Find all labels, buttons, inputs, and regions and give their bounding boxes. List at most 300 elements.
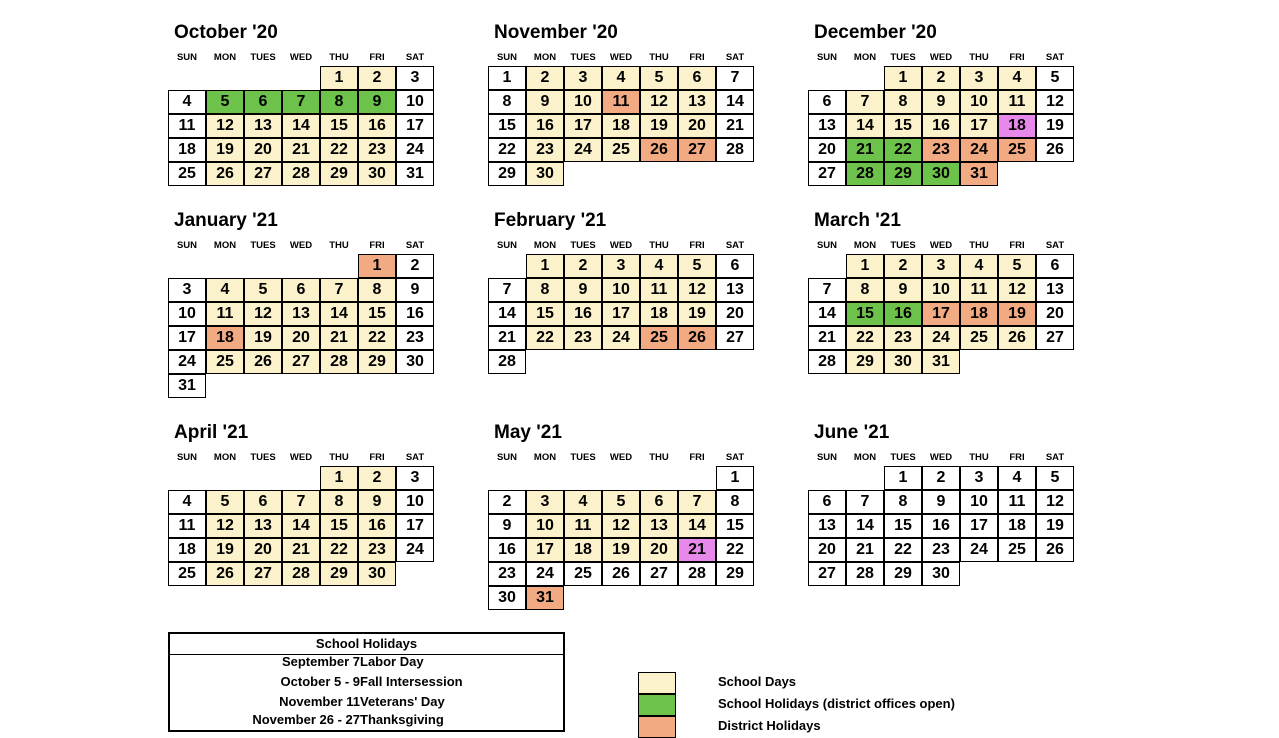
day-cell: 27	[808, 162, 846, 186]
day-cell: 17	[526, 538, 564, 562]
day-cell: 21	[320, 326, 358, 350]
day-cell: 21	[716, 114, 754, 138]
day-cell: 9	[564, 278, 602, 302]
day-cell: 31	[922, 350, 960, 374]
day-cell: 14	[808, 302, 846, 326]
weekday-label: WED	[609, 240, 633, 251]
day-cell: 5	[206, 90, 244, 114]
day-cell: 22	[846, 326, 884, 350]
day-cell: 5	[640, 66, 678, 90]
weekday-label: THU	[649, 452, 669, 463]
day-cell: 10	[960, 90, 998, 114]
day-cell: 4	[998, 466, 1036, 490]
day-cell: 27	[1036, 326, 1074, 350]
day-cell: 8	[526, 278, 564, 302]
day-cell: 20	[1036, 302, 1074, 326]
day-cell: 30	[526, 162, 564, 186]
day-cell: 17	[564, 114, 602, 138]
day-cell: 30	[922, 562, 960, 586]
day-cell: 16	[488, 538, 526, 562]
day-cell: 8	[320, 90, 358, 114]
day-cell: 9	[358, 490, 396, 514]
day-cell: 21	[846, 138, 884, 162]
day-cell: 14	[846, 514, 884, 538]
day-cell: 15	[884, 514, 922, 538]
day-cell: 21	[488, 326, 526, 350]
day-cell: 15	[358, 302, 396, 326]
day-cell: 25	[564, 562, 602, 586]
day-cell: 23	[526, 138, 564, 162]
day-cell: 26	[998, 326, 1036, 350]
weekday-label: SUN	[176, 452, 198, 463]
day-cell: 11	[998, 90, 1036, 114]
day-cell: 22	[358, 326, 396, 350]
day-cell: 10	[526, 514, 564, 538]
day-cell: 13	[1036, 278, 1074, 302]
day-cell: 16	[358, 114, 396, 138]
weekday-label: SAT	[725, 240, 745, 251]
day-cell: 2	[358, 466, 396, 490]
school-holidays-swatch	[638, 694, 676, 716]
day-cell: 12	[1036, 490, 1074, 514]
day-cell: 18	[998, 514, 1036, 538]
day-cell: 10	[922, 278, 960, 302]
day-cell: 27	[640, 562, 678, 586]
day-cell: 28	[846, 162, 884, 186]
weekday-label: THU	[329, 52, 349, 63]
day-cell: 10	[396, 90, 434, 114]
weekday-label: SUN	[496, 452, 518, 463]
weekday-label: THU	[649, 52, 669, 63]
weekday-label: SUN	[496, 240, 518, 251]
day-cell: 12	[640, 90, 678, 114]
day-cell: 6	[808, 90, 846, 114]
day-cell: 11	[168, 514, 206, 538]
day-cell: 17	[396, 114, 434, 138]
day-cell: 3	[602, 254, 640, 278]
day-cell: 3	[922, 254, 960, 278]
day-cell: 22	[488, 138, 526, 162]
day-cell: 17	[922, 302, 960, 326]
day-cell: 27	[244, 562, 282, 586]
day-cell: 5	[678, 254, 716, 278]
day-cell: 30	[884, 350, 922, 374]
day-cell: 8	[716, 490, 754, 514]
day-cell: 23	[396, 326, 434, 350]
month-title: March '21	[814, 210, 901, 231]
day-cell: 7	[678, 490, 716, 514]
weekday-label: SUN	[816, 240, 838, 251]
weekday-label: FRI	[1009, 452, 1025, 463]
day-cell: 23	[564, 326, 602, 350]
day-cell: 1	[884, 466, 922, 490]
day-cell: 29	[320, 562, 358, 586]
day-cell: 17	[168, 326, 206, 350]
day-cell: 28	[488, 350, 526, 374]
weekday-label: SAT	[1045, 52, 1065, 63]
day-cell: 15	[320, 114, 358, 138]
day-cell: 19	[206, 138, 244, 162]
holiday-row	[170, 674, 563, 694]
day-cell: 4	[998, 66, 1036, 90]
day-cell: 29	[846, 350, 884, 374]
day-cell: 16	[358, 514, 396, 538]
day-cell: 21	[282, 138, 320, 162]
day-cell: 6	[678, 66, 716, 90]
day-cell: 2	[488, 490, 526, 514]
day-cell: 8	[320, 490, 358, 514]
holiday-row	[170, 712, 563, 732]
weekday-label: TUES	[890, 52, 916, 63]
day-cell: 18	[960, 302, 998, 326]
weekday-label: THU	[969, 240, 989, 251]
day-cell: 29	[358, 350, 396, 374]
day-cell: 26	[206, 162, 244, 186]
day-cell: 13	[640, 514, 678, 538]
day-cell: 13	[244, 114, 282, 138]
day-cell: 9	[396, 278, 434, 302]
day-cell: 20	[716, 302, 754, 326]
day-cell: 23	[358, 538, 396, 562]
day-cell: 22	[526, 326, 564, 350]
day-cell: 19	[602, 538, 640, 562]
day-cell: 13	[282, 302, 320, 326]
day-cell: 16	[526, 114, 564, 138]
day-cell: 31	[526, 586, 564, 610]
day-cell: 26	[1036, 138, 1074, 162]
day-cell: 19	[640, 114, 678, 138]
weekday-label: TUES	[890, 452, 916, 463]
day-cell: 11	[998, 490, 1036, 514]
day-cell: 8	[358, 278, 396, 302]
day-cell: 11	[602, 90, 640, 114]
day-cell: 2	[922, 66, 960, 90]
day-cell: 24	[960, 538, 998, 562]
day-cell: 4	[602, 66, 640, 90]
day-cell: 29	[716, 562, 754, 586]
day-cell: 2	[396, 254, 434, 278]
day-cell: 6	[808, 490, 846, 514]
day-cell: 10	[564, 90, 602, 114]
day-cell: 20	[244, 538, 282, 562]
day-cell: 28	[320, 350, 358, 374]
day-cell: 15	[320, 514, 358, 538]
day-cell: 24	[396, 138, 434, 162]
weekday-label: THU	[649, 240, 669, 251]
day-cell: 8	[488, 90, 526, 114]
weekday-label: FRI	[689, 452, 705, 463]
day-cell: 17	[960, 114, 998, 138]
weekday-label: SAT	[405, 240, 425, 251]
weekday-label: SAT	[725, 452, 745, 463]
day-cell: 11	[960, 278, 998, 302]
day-cell: 12	[1036, 90, 1074, 114]
day-cell: 18	[998, 114, 1036, 138]
day-cell: 28	[282, 562, 320, 586]
day-cell: 20	[282, 326, 320, 350]
weekday-label: MON	[853, 240, 877, 251]
day-cell: 13	[808, 514, 846, 538]
weekday-label: MON	[213, 52, 237, 63]
weekday-label: MON	[213, 240, 237, 251]
day-cell: 25	[602, 138, 640, 162]
school-days-swatch	[638, 672, 676, 694]
day-cell: 4	[206, 278, 244, 302]
day-cell: 18	[640, 302, 678, 326]
day-cell: 6	[716, 254, 754, 278]
day-cell: 10	[396, 490, 434, 514]
day-cell: 21	[678, 538, 716, 562]
day-cell: 22	[716, 538, 754, 562]
day-cell: 10	[960, 490, 998, 514]
day-cell: 12	[206, 514, 244, 538]
weekday-label: SUN	[176, 240, 198, 251]
day-cell: 12	[206, 114, 244, 138]
day-cell: 28	[678, 562, 716, 586]
day-cell: 22	[884, 138, 922, 162]
holiday-date: November 26 - 27	[252, 712, 360, 727]
day-cell: 3	[960, 66, 998, 90]
day-cell: 19	[1036, 114, 1074, 138]
day-cell: 25	[960, 326, 998, 350]
day-cell: 18	[564, 538, 602, 562]
day-cell: 5	[206, 490, 244, 514]
weekday-label: FRI	[369, 452, 385, 463]
day-cell: 13	[244, 514, 282, 538]
holiday-name: Thanksgiving	[360, 712, 444, 727]
day-cell: 1	[846, 254, 884, 278]
weekday-label: MON	[213, 452, 237, 463]
weekday-label: THU	[329, 240, 349, 251]
day-cell: 27	[282, 350, 320, 374]
day-cell: 30	[358, 562, 396, 586]
weekday-label: FRI	[689, 52, 705, 63]
day-cell: 6	[244, 490, 282, 514]
day-cell: 10	[168, 302, 206, 326]
day-cell: 6	[282, 278, 320, 302]
day-cell: 7	[282, 490, 320, 514]
day-cell: 17	[602, 302, 640, 326]
day-cell: 4	[960, 254, 998, 278]
holiday-row	[170, 654, 563, 674]
key-label: School Holidays (district offices open)	[718, 696, 955, 711]
school-holidays-title: School Holidays	[170, 634, 563, 655]
weekday-label: TUES	[250, 240, 276, 251]
day-cell: 28	[846, 562, 884, 586]
day-cell: 14	[846, 114, 884, 138]
day-cell: 6	[244, 90, 282, 114]
month-title: December '20	[814, 22, 937, 43]
day-cell: 14	[282, 114, 320, 138]
day-cell: 14	[716, 90, 754, 114]
day-cell: 26	[678, 326, 716, 350]
day-cell: 26	[206, 562, 244, 586]
day-cell: 25	[640, 326, 678, 350]
day-cell: 13	[808, 114, 846, 138]
day-cell: 24	[602, 326, 640, 350]
day-cell: 2	[358, 66, 396, 90]
weekday-label: SAT	[405, 52, 425, 63]
day-cell: 22	[884, 538, 922, 562]
weekday-label: SUN	[496, 52, 518, 63]
day-cell: 3	[960, 466, 998, 490]
month-title: April '21	[174, 422, 249, 443]
day-cell: 27	[678, 138, 716, 162]
day-cell: 26	[244, 350, 282, 374]
day-cell: 27	[716, 326, 754, 350]
day-cell: 31	[396, 162, 434, 186]
month-title: November '20	[494, 22, 618, 43]
day-cell: 24	[526, 562, 564, 586]
day-cell: 15	[884, 114, 922, 138]
holiday-date: September 7	[281, 654, 360, 669]
weekday-label: WED	[609, 452, 633, 463]
month-title: February '21	[494, 210, 607, 231]
day-cell: 11	[206, 302, 244, 326]
day-cell: 29	[884, 162, 922, 186]
day-cell: 16	[396, 302, 434, 326]
month-title: June '21	[814, 422, 890, 443]
day-cell: 22	[320, 538, 358, 562]
day-cell: 9	[884, 278, 922, 302]
month-title: May '21	[494, 422, 562, 443]
day-cell: 21	[808, 326, 846, 350]
day-cell: 14	[678, 514, 716, 538]
day-cell: 19	[244, 326, 282, 350]
day-cell: 6	[640, 490, 678, 514]
month-title: January '21	[174, 210, 278, 231]
day-cell: 1	[358, 254, 396, 278]
day-cell: 26	[602, 562, 640, 586]
holiday-date: October 5 - 9	[280, 674, 360, 689]
day-cell: 21	[846, 538, 884, 562]
day-cell: 9	[922, 490, 960, 514]
weekday-label: TUES	[570, 452, 596, 463]
day-cell: 3	[526, 490, 564, 514]
day-cell: 27	[244, 162, 282, 186]
day-cell: 26	[640, 138, 678, 162]
day-cell: 5	[1036, 66, 1074, 90]
weekday-label: WED	[929, 52, 953, 63]
day-cell: 12	[602, 514, 640, 538]
day-cell: 4	[168, 90, 206, 114]
day-cell: 19	[206, 538, 244, 562]
day-cell: 4	[640, 254, 678, 278]
weekday-label: SUN	[816, 52, 838, 63]
day-cell: 6	[1036, 254, 1074, 278]
day-cell: 16	[922, 114, 960, 138]
day-cell: 3	[168, 278, 206, 302]
holiday-date: November 11	[279, 694, 360, 709]
day-cell: 2	[564, 254, 602, 278]
day-cell: 12	[678, 278, 716, 302]
day-cell: 23	[922, 138, 960, 162]
day-cell: 8	[884, 90, 922, 114]
day-cell: 24	[960, 138, 998, 162]
weekday-label: MON	[853, 52, 877, 63]
weekday-label: SAT	[1045, 240, 1065, 251]
day-cell: 13	[678, 90, 716, 114]
day-cell: 18	[168, 538, 206, 562]
day-cell: 29	[488, 162, 526, 186]
day-cell: 5	[244, 278, 282, 302]
day-cell: 2	[884, 254, 922, 278]
day-cell: 4	[564, 490, 602, 514]
day-cell: 15	[488, 114, 526, 138]
day-cell: 17	[396, 514, 434, 538]
day-cell: 7	[282, 90, 320, 114]
day-cell: 25	[168, 162, 206, 186]
day-cell: 4	[168, 490, 206, 514]
holiday-row	[170, 694, 563, 714]
weekday-label: FRI	[369, 52, 385, 63]
weekday-label: THU	[969, 452, 989, 463]
month-title: October '20	[174, 22, 278, 43]
day-cell: 16	[564, 302, 602, 326]
weekday-label: MON	[533, 240, 557, 251]
day-cell: 15	[526, 302, 564, 326]
day-cell: 19	[998, 302, 1036, 326]
day-cell: 28	[716, 138, 754, 162]
day-cell: 24	[168, 350, 206, 374]
day-cell: 18	[168, 138, 206, 162]
day-cell: 31	[168, 374, 206, 398]
day-cell: 24	[564, 138, 602, 162]
day-cell: 25	[206, 350, 244, 374]
day-cell: 1	[716, 466, 754, 490]
day-cell: 7	[846, 90, 884, 114]
day-cell: 25	[168, 562, 206, 586]
day-cell: 20	[808, 138, 846, 162]
day-cell: 5	[998, 254, 1036, 278]
day-cell: 3	[396, 66, 434, 90]
day-cell: 23	[884, 326, 922, 350]
day-cell: 14	[320, 302, 358, 326]
day-cell: 14	[282, 514, 320, 538]
day-cell: 7	[488, 278, 526, 302]
weekday-label: TUES	[250, 52, 276, 63]
weekday-label: WED	[929, 452, 953, 463]
day-cell: 7	[808, 278, 846, 302]
day-cell: 1	[320, 66, 358, 90]
day-cell: 22	[320, 138, 358, 162]
day-cell: 10	[602, 278, 640, 302]
day-cell: 3	[564, 66, 602, 90]
weekday-label: MON	[533, 52, 557, 63]
key-label: School Days	[718, 674, 797, 689]
day-cell: 24	[396, 538, 434, 562]
day-cell: 8	[884, 490, 922, 514]
holiday-name: Fall Intersession	[360, 674, 463, 689]
day-cell: 7	[846, 490, 884, 514]
day-cell: 23	[358, 138, 396, 162]
weekday-label: SAT	[1045, 452, 1065, 463]
weekday-label: FRI	[689, 240, 705, 251]
day-cell: 23	[922, 538, 960, 562]
weekday-label: WED	[609, 52, 633, 63]
holiday-name: Labor Day	[360, 654, 424, 669]
day-cell: 28	[808, 350, 846, 374]
weekday-label: WED	[289, 452, 313, 463]
day-cell: 20	[244, 138, 282, 162]
day-cell: 19	[678, 302, 716, 326]
day-cell: 7	[320, 278, 358, 302]
day-cell: 2	[922, 466, 960, 490]
day-cell: 28	[282, 162, 320, 186]
day-cell: 9	[488, 514, 526, 538]
day-cell: 5	[602, 490, 640, 514]
district-holidays-swatch	[638, 716, 676, 738]
